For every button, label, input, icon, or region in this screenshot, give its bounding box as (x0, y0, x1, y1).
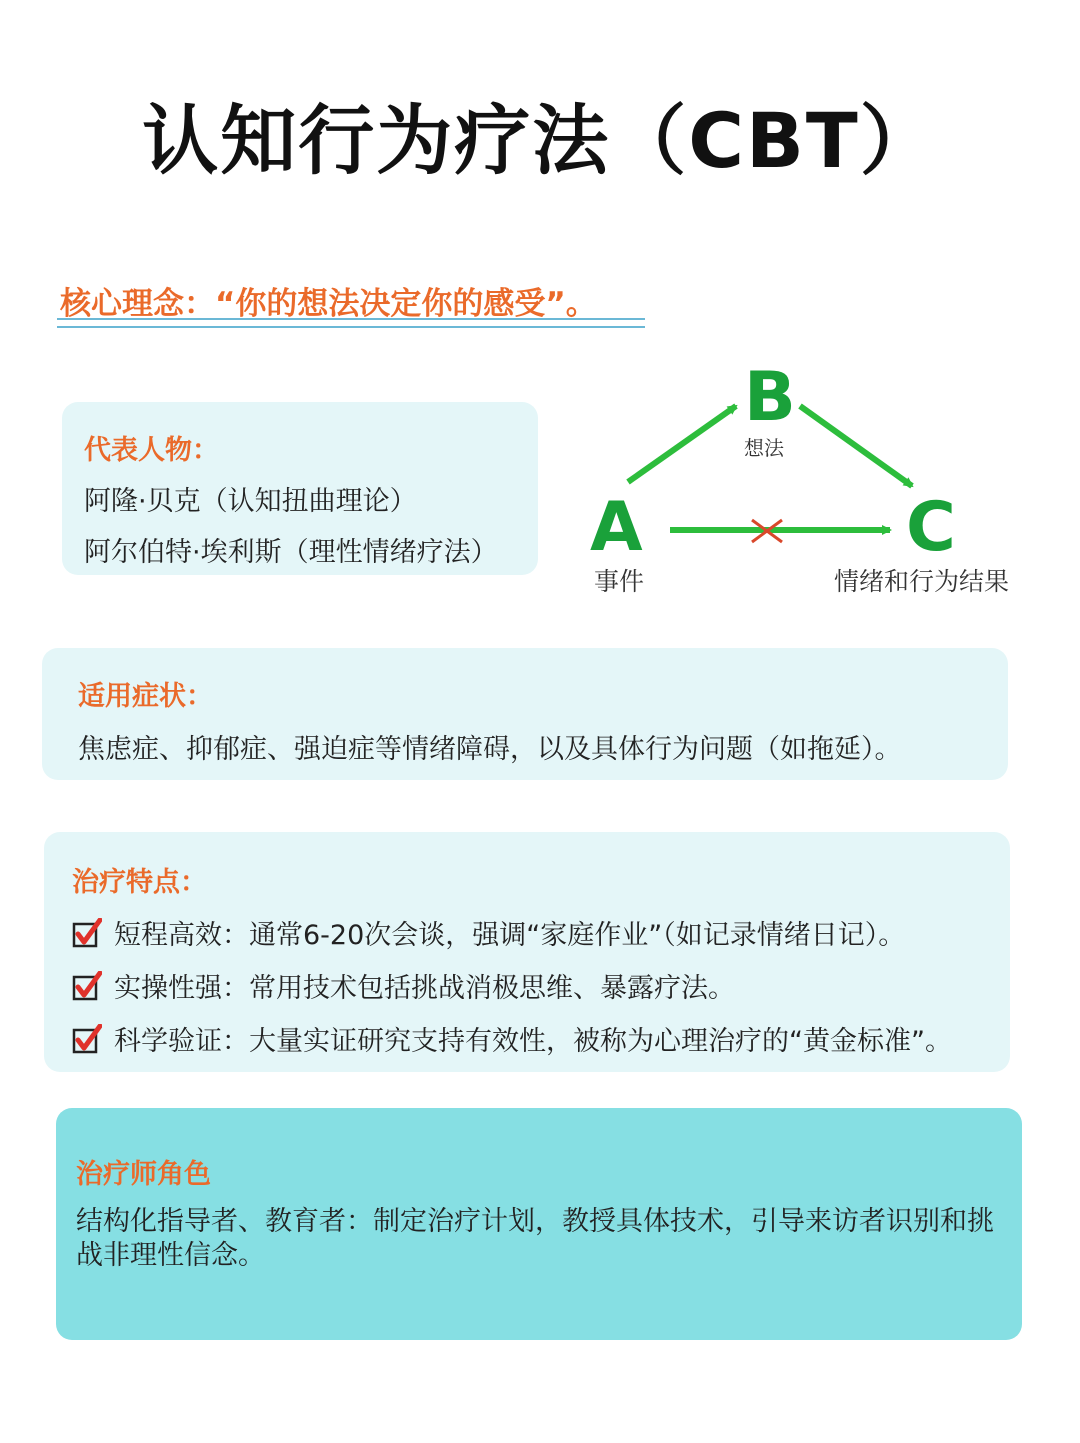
feature-item (72, 1019, 952, 1058)
feature-item (72, 966, 952, 1005)
node-c-letter: C (906, 488, 956, 567)
core-concept-underline (57, 318, 645, 328)
node-a-label: 事件 (594, 567, 645, 596)
feature-text: 实操性强：常用技术包括挑战消极思维、暴露疗法。 (114, 973, 735, 1004)
feature-text: 短程高效：通常6-20次会谈，强调“家庭作业”（如记录情绪日记）。 (114, 920, 906, 951)
node-a-letter: A (590, 488, 643, 567)
figure-beck: 阿隆·贝克（认知扭曲理论） (84, 486, 417, 517)
symptoms-panel (42, 648, 1008, 780)
checkbox-checked-icon (72, 918, 102, 948)
figures-heading: 代表人物： (84, 435, 219, 466)
figure-ellis: 阿尔伯特·埃利斯（理性情绪疗法） (84, 537, 498, 568)
node-b-letter: B (744, 358, 796, 437)
features-panel (44, 832, 1010, 1072)
features-heading: 治疗特点： (72, 867, 207, 898)
abc-model-diagram (570, 350, 1050, 610)
arrow-a-to-b (628, 406, 736, 482)
checkbox-checked-icon (72, 1024, 102, 1054)
therapist-role-panel (56, 1108, 1022, 1340)
page-title: 认知行为疗法（CBT） (142, 96, 938, 185)
therapist-text: 结构化指导者、教育者：制定治疗计划，教授具体技术，引导来访者识别和挑战非理性信念。 (76, 1206, 994, 1271)
therapist-heading: 治疗师角色 (76, 1159, 211, 1190)
feature-item (72, 913, 952, 952)
arrow-b-to-c (800, 406, 912, 486)
core-concept: 核心理念：“你的想法决定你的感受”。 (60, 286, 597, 322)
checkbox-checked-icon (72, 971, 102, 1001)
representative-figures-panel (62, 402, 538, 575)
symptoms-heading: 适用症状： (78, 681, 213, 712)
node-c-label: 情绪和行为结果 (834, 567, 1010, 596)
feature-text: 科学验证：大量实证研究支持有效性，被称为心理治疗的“黄金标准”。 (114, 1026, 952, 1057)
symptoms-text: 焦虑症、抑郁症、强迫症等情绪障碍，以及具体行为问题（如拖延）。 (78, 734, 902, 765)
node-b-label: 想法 (744, 436, 784, 460)
